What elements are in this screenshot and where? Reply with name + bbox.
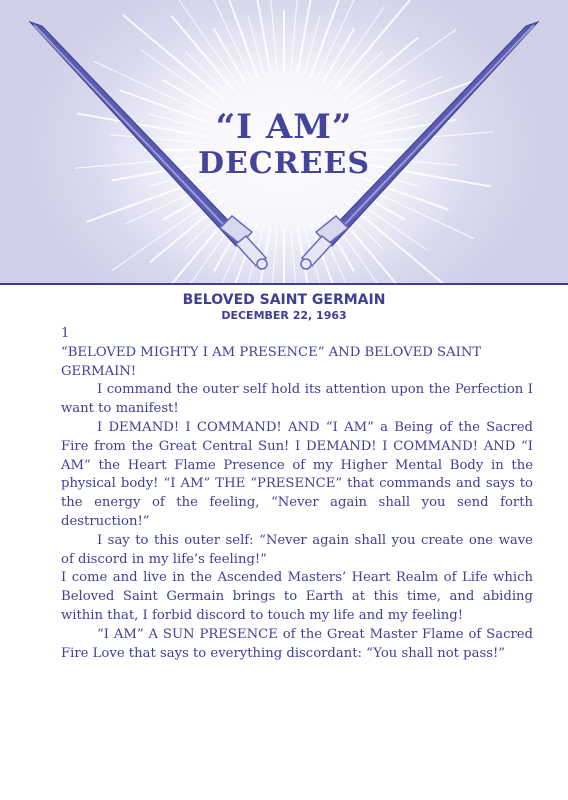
title-line-i-am: “I AM” xyxy=(215,107,353,147)
sunburst-ray xyxy=(298,0,321,73)
sunburst-ray xyxy=(291,228,303,283)
heading-date: DECEMBER 22, 1963 xyxy=(221,309,347,322)
decrees-title xyxy=(0,108,568,182)
decree-invocation: “BELOVED MIGHTY I AM PRESENCE” AND BELOVED SAINT GERMAIN! xyxy=(61,344,482,379)
sunburst-ray xyxy=(317,0,373,79)
sunburst-ray xyxy=(254,0,271,73)
decree-number: 1 xyxy=(61,326,70,341)
decree-paragraph: “I AM” A SUN PRESENCE of the Great Master Flame of Sacred Fire Love that says to everything discordant: “You shall not pass!” xyxy=(61,626,533,661)
sunburst-ray xyxy=(269,228,277,283)
sunburst-ray xyxy=(344,38,418,100)
sunburst-ray xyxy=(334,0,419,90)
decree-paragraph: I command the outer self hold its attention upon the Perfection I want to manifest! xyxy=(61,382,533,417)
decree-paragraph: I say to this outer self: “Never again shall you create one wave of discord in my life’s feeling!” xyxy=(61,532,533,567)
decree-body xyxy=(61,325,533,663)
sunburst-ray xyxy=(172,16,234,90)
heading-title: BELOVED SAINT GERMAIN xyxy=(182,292,386,308)
sunburst-ray xyxy=(141,50,220,106)
decree-paragraph: I DEMAND! I COMMAND! AND “I AM” a Being of the Sacred Fire from the Great Central Sun! I DEMAND! I COMMAND! AND “I AM” the Heart Flame Presence of my Higher Mental Body in the physical body! “I AM” THE “PRESENCE” that commands and says to the energy of the feeling, “Never again shall you send forth destruction!” xyxy=(61,419,533,529)
sunburst-ray xyxy=(329,7,385,86)
title-line-decrees: DECREES xyxy=(197,146,371,181)
header-divider xyxy=(0,283,568,285)
sunburst-ray xyxy=(291,0,299,72)
sunburst-ray xyxy=(311,0,344,77)
header-banner xyxy=(0,0,568,283)
section-heading xyxy=(0,292,568,323)
decree-paragraph: I come and live in the Ascended Masters’ Heart Realm of Life which Beloved Saint Germain brings to Earth at this time, and abiding within that, I forbid discord to touch my life and my feeling! xyxy=(61,570,533,623)
